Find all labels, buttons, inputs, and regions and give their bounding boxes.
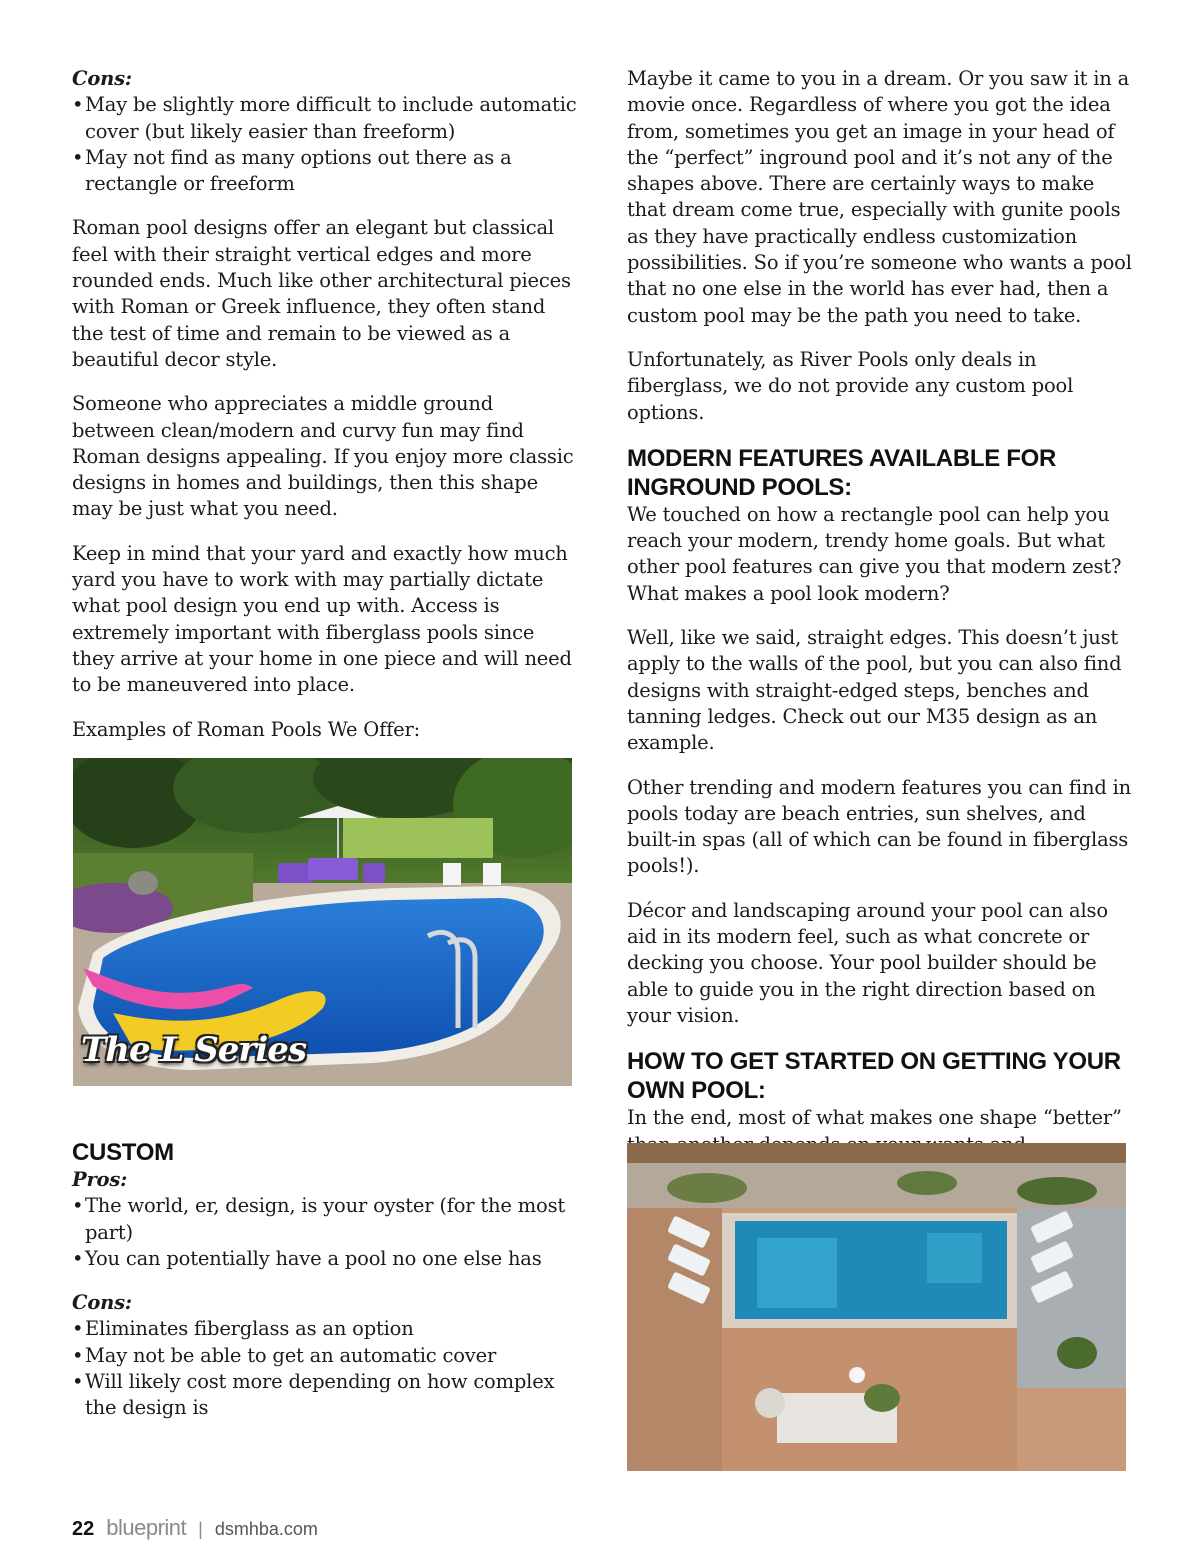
list-item: • Eliminates fiberglass as an option — [72, 1316, 577, 1342]
list-item: • May not be able to get an automatic cover — [72, 1343, 577, 1369]
cons-list — [72, 92, 577, 197]
list-item: • The world, er, design, is your oyster (for the most part) — [72, 1193, 577, 1246]
cons-label: Cons: — [72, 1291, 132, 1315]
left-column — [72, 66, 577, 761]
page-number: 22 — [72, 1518, 95, 1540]
paragraph: Roman pool designs offer an elegant but classical feel with their straight vertical edges and more rounded ends. Much like other architectural pieces with Roman or Greek influence, they often stand the test of time and remain to be viewed as a beautiful decor style. — [72, 216, 571, 371]
paragraph: Unfortunately, as River Pools only deals in fiberglass, we do not provide any custom pool options. — [627, 347, 1074, 424]
cons-list — [72, 1316, 577, 1421]
paragraph: Well, like we said, straight edges. This doesn’t just apply to the walls of the pool, but you can also find designs with straight-edged steps, benches and tanning ledges. Check out our M35 design as an example. — [627, 626, 1122, 755]
list-item: • You can potentially have a pool no one else has — [72, 1246, 577, 1272]
paragraph: Maybe it came to you in a dream. Or you saw it in a movie once. Regardless of where you got the idea from, sometimes you get an image in your head of the “perfect” inground pool and it’s not any of the shapes above. There are certainly ways to make that dream come true, especially with gunite pools as they have practically endless customization possibilities. So if you’re someone who wants a pool that no one else in the world has ever had, then a custom pool may be the path you need to take. — [627, 67, 1132, 327]
list-item: • May be slightly more difficult to include automatic cover (but likely easier than freeform) — [72, 92, 577, 145]
paragraph: In the end, most of what makes one shape “better” — [627, 1106, 1122, 1130]
page-footer — [72, 1515, 318, 1541]
paragraph: Other trending and modern features you can find in pools today are beach entries, sun shelves, and built-in spas (all of which can be found in fiberglass pools!). — [627, 775, 1132, 878]
paragraph: Décor and landscaping around your pool can also aid in its modern feel, such as what concrete or decking you choose. Your pool builder should be able to guide you in the right direction based on your vision. — [627, 898, 1108, 1027]
custom-heading: CUSTOM — [72, 1139, 174, 1166]
list-item: • Will likely cost more depending on how complex the design is — [72, 1369, 577, 1422]
paragraph: Keep in mind that your yard and exactly how much yard you have to work with may partially dictate what pool design you end up with. Access is extremely important with fiberglass pools since they arrive at your home in one piece and will need to be maneuvered into place. — [72, 541, 572, 697]
modern-features-heading: MODERN FEATURES AVAILABLE FOR INGROUND POOLS: — [627, 444, 1057, 501]
paragraph: We touched on how a rectangle pool can help you reach your modern, trendy home goals. But what other pool features can give you that modern zest? What makes a pool look modern? — [627, 502, 1122, 605]
pros-list — [72, 1193, 577, 1272]
examples-intro: Examples of Roman Pools We Offer: — [72, 717, 420, 741]
list-item: • May not find as many options out there as a rectangle or freeform — [72, 145, 577, 198]
blueprint-logo: blueprint — [106, 1515, 187, 1540]
footer-separator: | — [198, 1519, 203, 1539]
get-started-heading: HOW TO GET STARTED ON GETTING YOUR OWN POOL: — [627, 1048, 1121, 1105]
paragraph: Someone who appreciates a middle ground between clean/modern and curvy fun may find Roman designs appealing. If you enjoy more classic designs in homes and buildings, then this shape may be just what you need. — [72, 392, 574, 521]
l-series-pool-photo — [73, 758, 572, 1086]
photo-caption: The L Series — [81, 1030, 307, 1070]
cons-label: Cons: — [72, 67, 132, 90]
custom-section — [72, 1138, 577, 1440]
aerial-pool-photo — [627, 1143, 1126, 1471]
pros-label: Pros: — [72, 1168, 128, 1191]
footer-site-link[interactable]: dsmhba.com — [214, 1519, 318, 1539]
right-column — [627, 66, 1132, 1228]
